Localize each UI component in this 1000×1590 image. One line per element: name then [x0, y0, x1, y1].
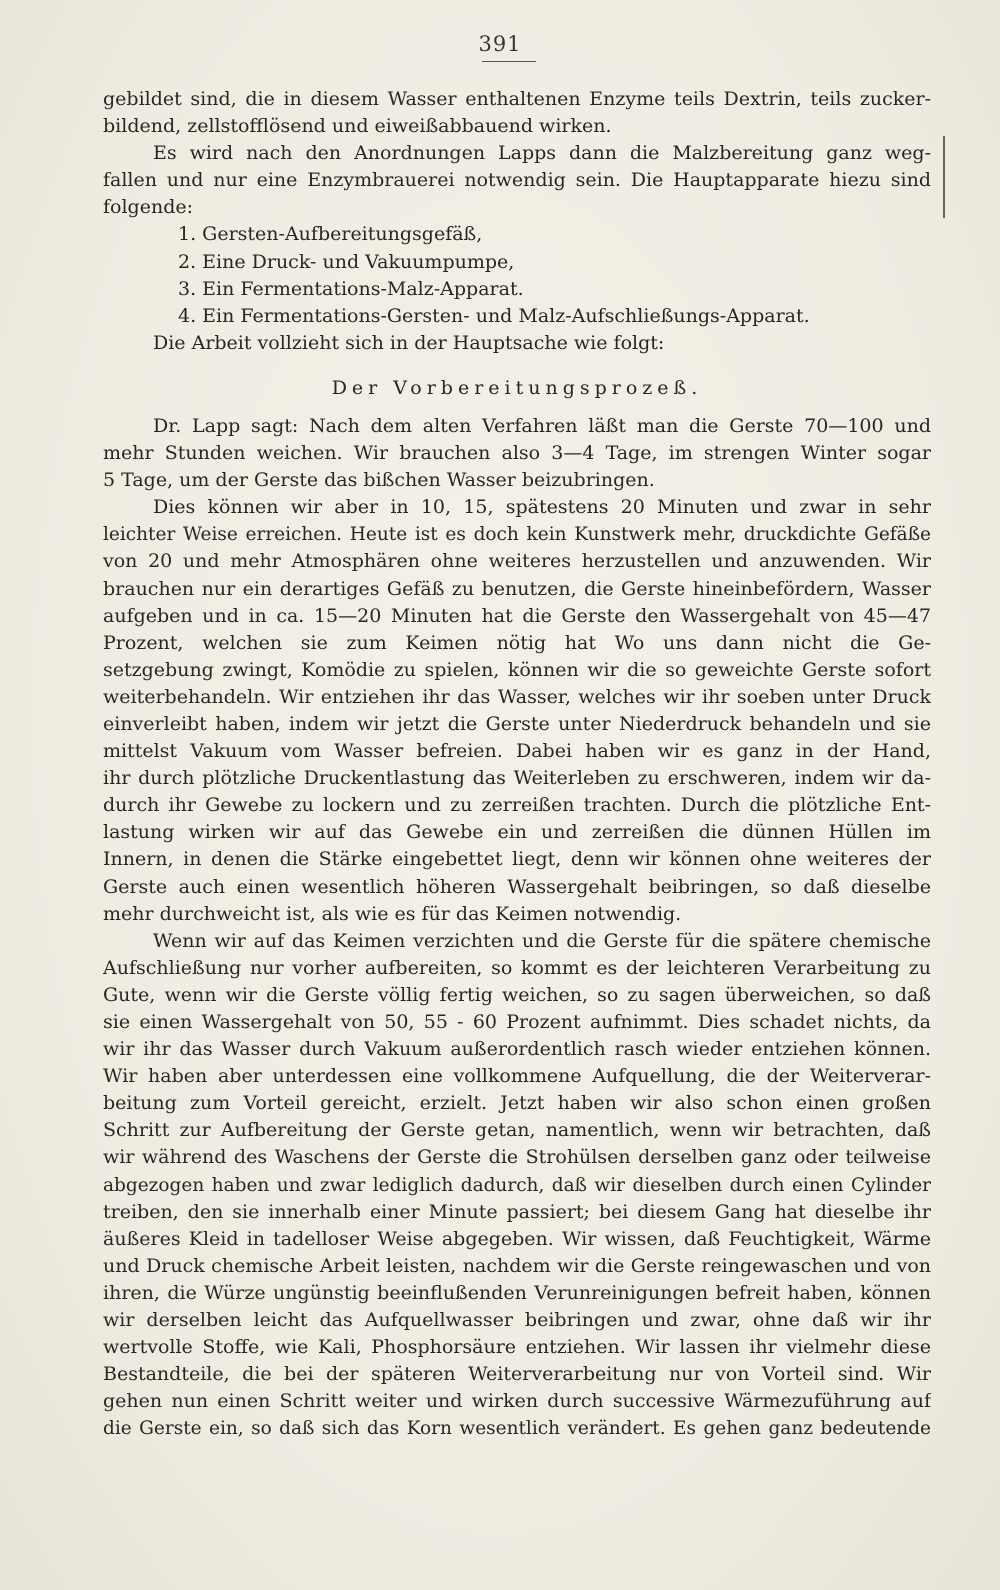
text-line: Gute, wenn wir die Gerste völlig fertig weichen, so zu sagen überweichen, so daß — [103, 983, 931, 1006]
text-line: wir derselben leicht das Aufquellwasser beibringen und zwar, ohne daß wir ihr — [103, 1309, 931, 1332]
text-line: Schritt zur Aufbereitung der Gerste getan, namentlich, wenn wir betrachten, daß — [103, 1119, 931, 1142]
text-line: Aufschließung nur vorher aufbereiten, so kommt es der leichteren Verarbeitung zu — [103, 956, 931, 979]
list-item: 2. Eine Druck- und Vakuumpumpe, — [178, 250, 515, 273]
text-line: leichter Weise erreichen. Heute ist es doch kein Kunstwerk mehr, druckdichte Gefäße — [103, 524, 931, 546]
list-item: 4. Ein Fermentations-Gersten- und Malz-Aufschließungs-Apparat. — [178, 304, 810, 327]
intro-paragraphs — [103, 86, 931, 221]
text-line: Gerste auch einen wesentlich höheren Wassergehalt beibringen, so daß dieselbe — [103, 875, 931, 898]
text-line: wertvolle Stoffe, wie Kali, Phosphorsäure entziehen. Wir lassen ihr vielmehr diese — [103, 1336, 931, 1359]
section-heading: Der Vorbereitungsprozeß. — [331, 376, 703, 399]
text-line: durch ihr Gewebe zu lockern und zu zerreißen trachten. Durch die plötzliche Ent- — [103, 794, 931, 817]
body-paragraphs-1 — [103, 413, 931, 928]
text-line: Dies können wir aber in 10, 15, spätestens 20 Minuten und zwar in sehr — [153, 496, 931, 519]
text-line: ihren, die Würze ungünstig beeinflußenden Verunreinigungen befreit haben, können — [103, 1281, 931, 1304]
text-line: mehr durchweicht ist, als wie es für das Keimen notwendig. — [103, 902, 682, 925]
text-line: lastung wirken wir auf das Gewebe ein und zerreißen die dünnen Hüllen im — [103, 821, 931, 844]
text-line: 5 Tage, um der Gerste das bißchen Wasser beizubringen. — [103, 469, 655, 492]
after-list-sentence — [103, 330, 931, 357]
text-line: wir ihr das Wasser durch Vakuum außerordentlich rasch wieder entziehen können. — [103, 1038, 931, 1061]
text-line: fallen und nur eine Enzymbrauerei notwendig sein. Die Hauptapparate hiezu sind — [103, 169, 931, 192]
text-line: aufgeben und in ca. 15—20 Minuten hat die Gerste den Wassergehalt von 45—47 — [103, 604, 931, 627]
text-line: sie einen Wassergehalt von 50, 55 - 60 Prozent aufnimmt. Dies schadet nichts, da — [103, 1011, 931, 1033]
text-line: weiterbehandeln. Wir entziehen ihr das Wasser, welches wir ihr soeben unter Druck — [103, 685, 931, 708]
text-line: beitung zum Vorteil gereicht, erzielt. Jetzt haben wir also schon einen großen — [103, 1092, 931, 1115]
text-line: die Gerste ein, so daß sich das Korn wesentlich verändert. Es gehen ganz bedeutende — [103, 1418, 931, 1440]
text-line: folgende: — [103, 196, 193, 219]
page-number-rule — [482, 61, 536, 62]
text-line: wir während des Waschens der Gerste die Strohülsen derselben ganz oder teilweise — [103, 1146, 931, 1169]
text-line: von 20 und mehr Atmosphären ohne weiteres herzustellen und anzuwenden. Wir — [103, 550, 931, 573]
text-line: Dr. Lapp sagt: Nach dem alten Verfahren läßt man die Gerste 70—100 und — [153, 414, 931, 437]
text-line: mittelst Vakuum vom Wasser befreien. Dabei haben wir es ganz in der Hand, — [103, 740, 931, 763]
text-line: Wir haben aber unterdessen eine vollkommene Aufquellung, die der Weiterverar- — [103, 1065, 931, 1088]
text-line: abgezogen haben und zwar lediglich dadurch, daß wir dieselben durch einen Cylinder — [103, 1174, 931, 1196]
text-line: äußeres Kleid in tadelloser Weise abgegeben. Wir wissen, daß Feuchtigkeit, Wärme — [103, 1227, 931, 1250]
text-line: brauchen nur ein derartiges Gefäß zu benutzen, die Gerste hineinbefördern, Wasser — [103, 577, 931, 600]
text-line: Wenn wir auf das Keimen verzichten und die Gerste für die spätere chemische — [153, 929, 931, 952]
text-line: setzgebung zwingt, Komödie zu spielen, können wir die so geweichte Gerste sofort — [103, 658, 931, 681]
text-line: einverleibt haben, indem wir jetzt die Gerste unter Niederdruck behandeln und sie — [103, 712, 931, 735]
text-line: Die Arbeit vollzieht sich in der Hauptsache wie folgt: — [153, 331, 665, 354]
text-line: gebildet sind, die in diesem Wasser enthaltenen Enzyme teils Dextrin, teils zucker- — [103, 88, 931, 110]
text-line: und Druck chemische Arbeit leisten, nachdem wir die Gerste reingewaschen und von — [103, 1254, 931, 1277]
text-line: ihr durch plötzliche Druckentlastung das Weiterleben zu erschweren, indem wir da- — [103, 767, 931, 790]
text-line: gehen nun einen Schritt weiter und wirken durch successive Wärmezuführung auf — [103, 1390, 931, 1413]
text-line: Innern, in denen die Stärke eingebettet liegt, denn wir können ohne weiteres der — [103, 848, 931, 871]
list-item: 1. Gersten-Aufbereitungsgefäß, — [178, 223, 483, 246]
text-line: bildend, zellstofflösend und eiweißabbauend wirken. — [103, 115, 612, 138]
margin-mark — [943, 136, 945, 218]
text-line: mehr Stunden weichen. Wir brauchen also 3—4 Tage, im strengen Winter sogar — [103, 442, 931, 465]
text-line: Bestandteile, die bei der späteren Weiterverarbeitung nur von Vorteil sind. Wir — [103, 1363, 931, 1386]
body-text — [103, 86, 931, 1443]
apparatus-list — [103, 221, 931, 329]
text-line: Es wird nach den Anordnungen Lapps dann die Malzbereitung ganz weg- — [153, 142, 931, 165]
text-line: treiben, den sie innerhalb einer Minute passiert; bei diesem Gang hat dieselbe ihr — [103, 1200, 931, 1223]
list-item: 3. Ein Fermentations-Malz-Apparat. — [178, 277, 524, 300]
text-line: Prozent, welchen sie zum Keimen nötig hat Wo uns dann nicht die Ge- — [103, 631, 931, 654]
page-number: 391 — [478, 32, 522, 56]
body-paragraphs-2 — [103, 928, 931, 1443]
